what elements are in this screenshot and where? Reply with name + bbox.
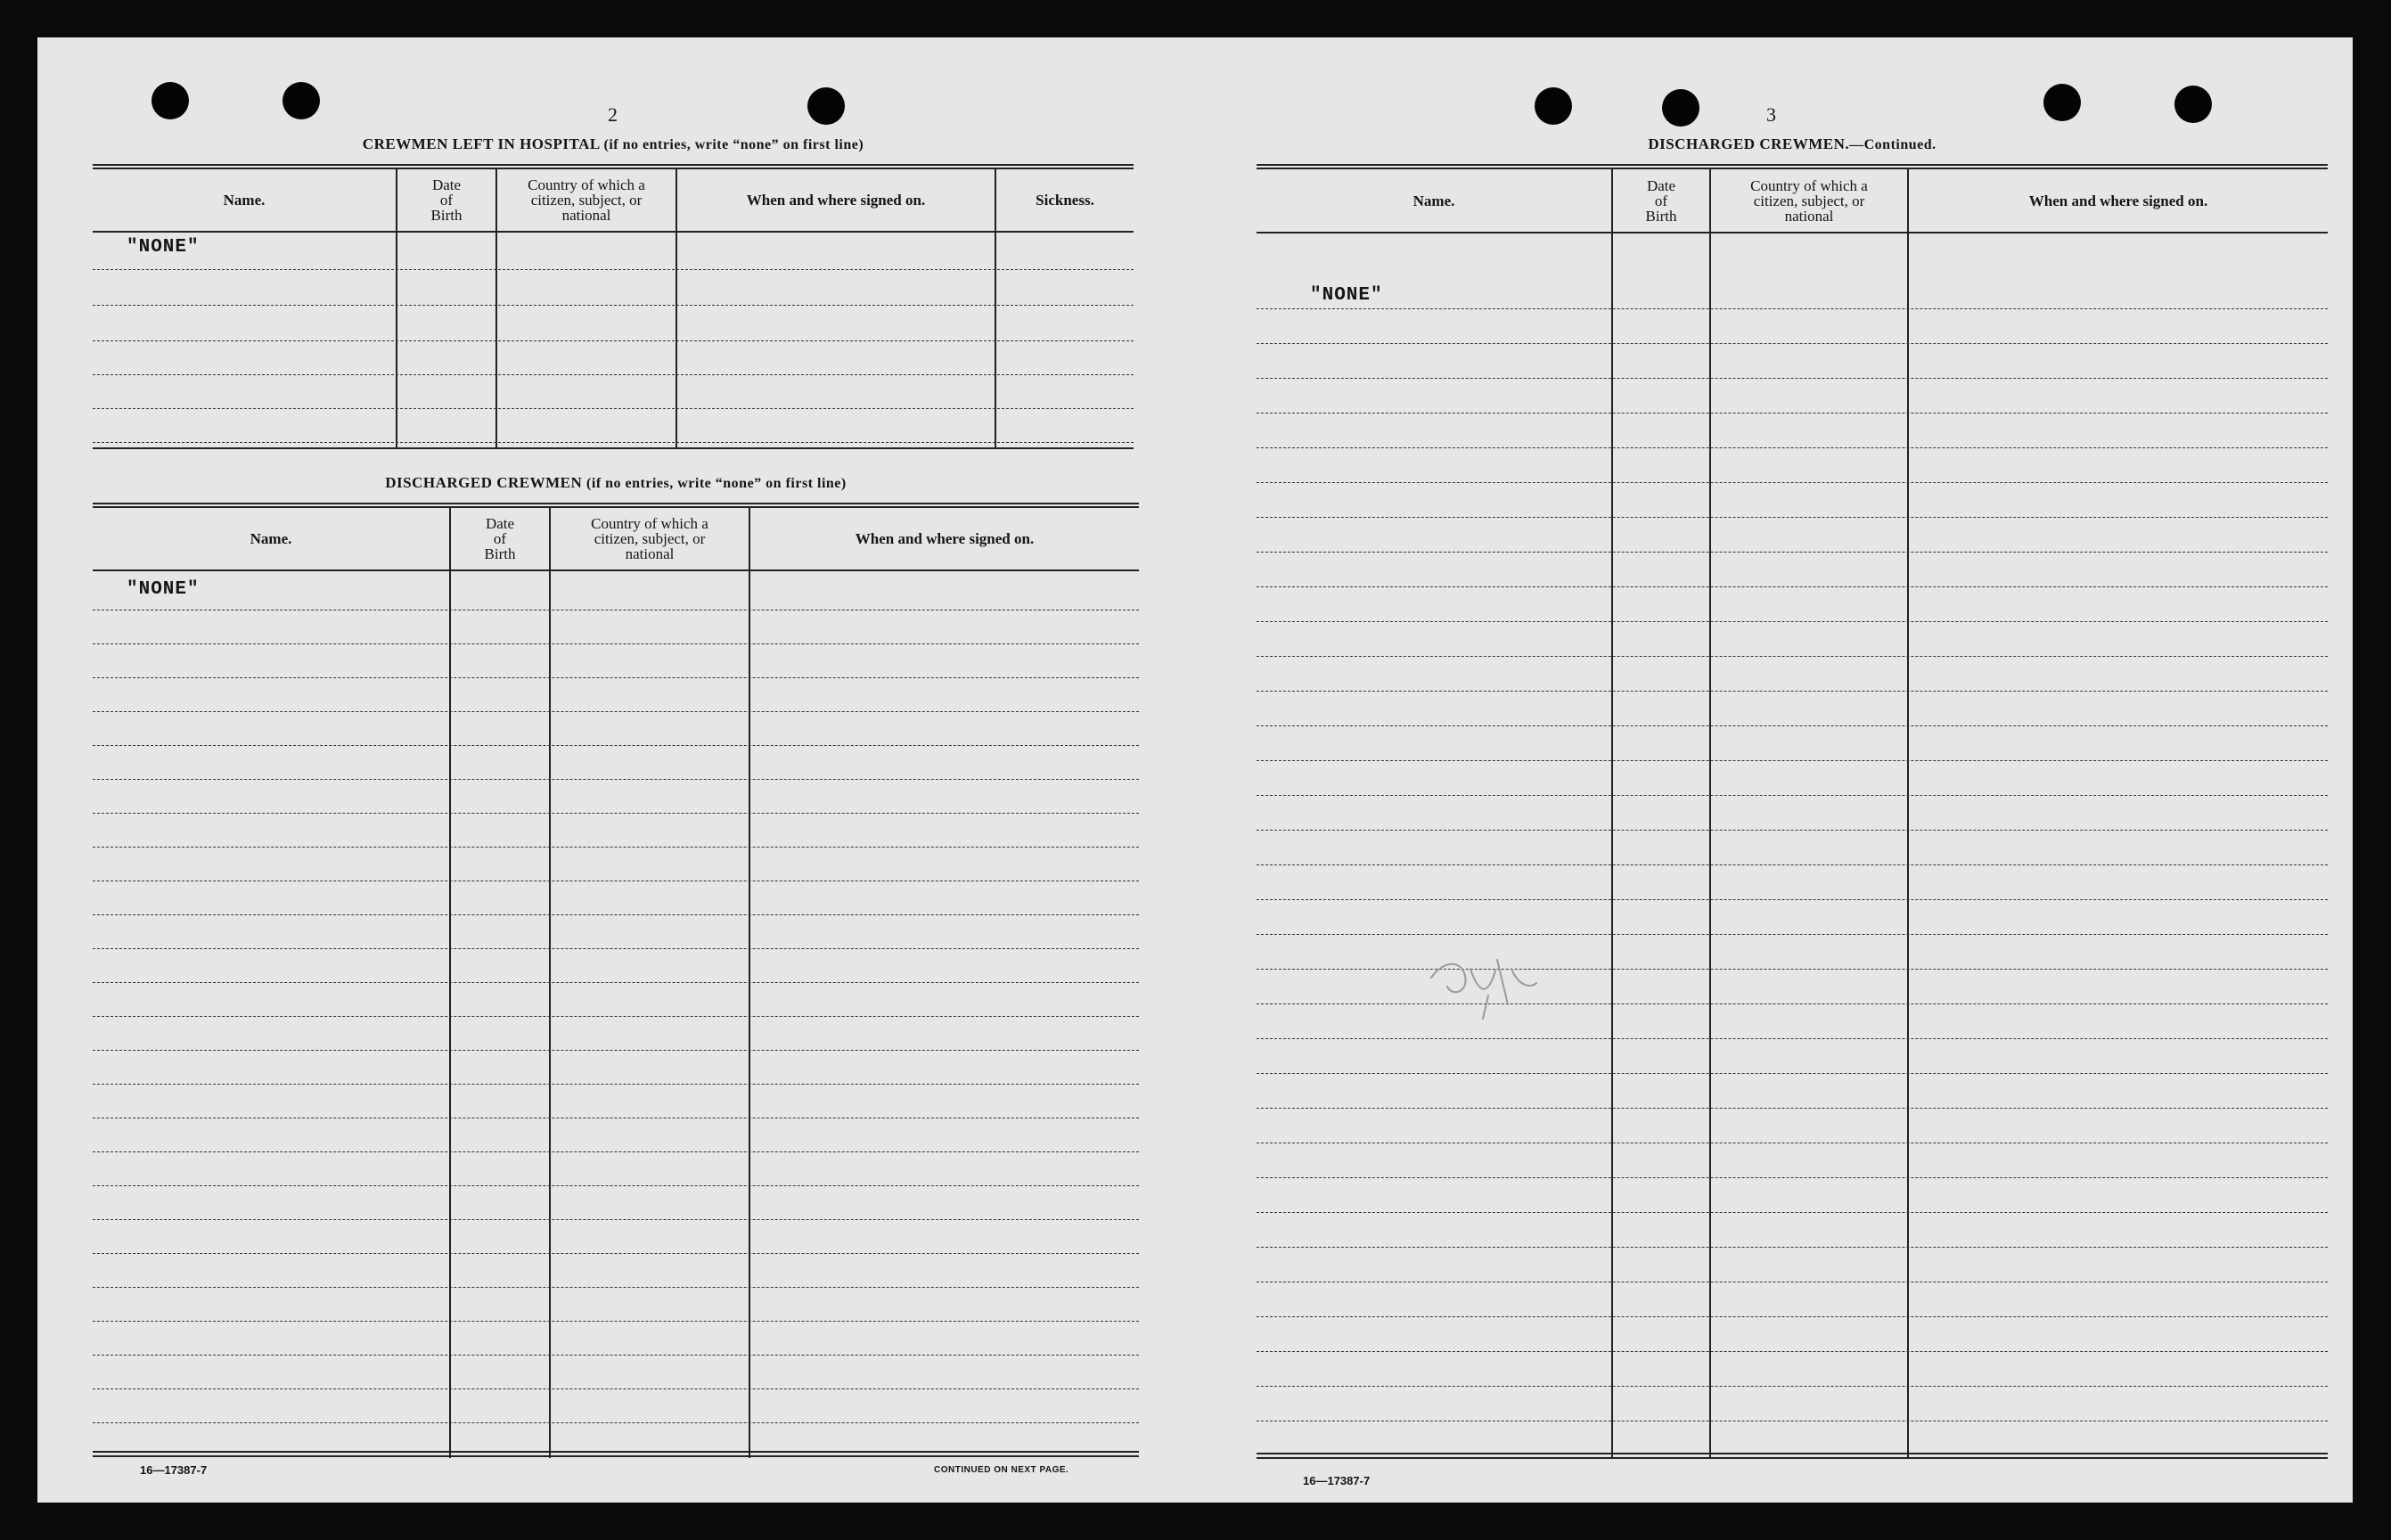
hospital-col-divider — [676, 169, 677, 447]
hospital-col-dob-label: Date of Birth — [430, 176, 463, 224]
hospital-form — [93, 135, 1134, 453]
hospital-title-text: CREWMEN LEFT IN HOSPITAL — [362, 135, 600, 152]
table-row — [1257, 969, 2328, 970]
punch-hole — [1535, 87, 1572, 125]
punch-hole — [151, 82, 189, 119]
table-row — [93, 982, 1139, 983]
discharged-continued-title-suffix: —Continued. — [1849, 137, 1937, 152]
table-row — [1257, 1247, 2328, 1248]
table-row — [93, 1422, 1139, 1423]
hospital-col-signed — [677, 169, 995, 231]
table-row — [1257, 447, 2328, 448]
discharged-col-dob — [451, 508, 549, 569]
hospital-title — [93, 135, 1134, 153]
table-row — [93, 1253, 1139, 1254]
table-row — [93, 340, 1134, 341]
continued-col-dob — [1613, 169, 1709, 232]
punch-hole — [2043, 84, 2081, 121]
continued-col-signed — [1909, 169, 2328, 232]
continued-col-country-label: Country of which a citizen, subject, or national — [1750, 176, 1868, 225]
table-row — [1257, 899, 2328, 900]
table-row — [1257, 725, 2328, 726]
table-row — [93, 711, 1139, 712]
table-row — [1257, 1073, 2328, 1074]
continued-col-country — [1711, 169, 1907, 232]
table-row — [93, 643, 1139, 644]
hospital-col-name-label: Name. — [223, 192, 266, 209]
form-number-left: 16—17387-7 — [140, 1463, 208, 1477]
page-number-left: 2 — [608, 103, 618, 126]
discharged-form — [93, 474, 1139, 1462]
continued-bottom-rule — [1257, 1453, 2328, 1459]
table-row — [93, 745, 1139, 746]
discharged-entry-name: "NONE" — [127, 579, 200, 600]
hospital-col-divider — [995, 169, 996, 447]
table-row — [1257, 795, 2328, 796]
discharged-col-divider — [549, 508, 551, 1458]
continued-col-divider — [1907, 169, 1909, 1458]
form-number-right: 16—17387-7 — [1303, 1474, 1371, 1487]
discharged-title-note: (if no entries, write “none” on first line) — [586, 476, 847, 491]
table-row — [93, 269, 1134, 270]
hospital-col-sickness-label: Sickness. — [1036, 192, 1094, 209]
continued-col-name — [1257, 169, 1611, 232]
table-row — [1257, 830, 2328, 831]
continued-col-divider — [1709, 169, 1711, 1458]
discharged-continued-form — [1257, 135, 2328, 1463]
table-row — [93, 1355, 1139, 1356]
punch-hole — [282, 82, 320, 119]
continued-col-dob-label: Date of Birth — [1645, 176, 1677, 225]
punch-hole — [2174, 86, 2212, 123]
discharged-continued-header-line — [1257, 232, 2328, 233]
discharged-col-signed — [750, 508, 1139, 569]
table-row — [1257, 378, 2328, 379]
table-row — [1257, 621, 2328, 622]
discharged-bottom-rule — [93, 1451, 1139, 1457]
discharged-title — [93, 474, 1139, 492]
discharged-col-dob-label: Date of Birth — [484, 515, 516, 562]
hospital-col-divider — [495, 169, 497, 447]
table-row — [93, 1219, 1139, 1220]
table-row — [93, 779, 1139, 780]
hospital-col-signed-label: When and where signed on. — [746, 192, 926, 209]
punch-hole — [1662, 89, 1699, 127]
table-row — [1257, 934, 2328, 935]
table-row — [1257, 586, 2328, 587]
discharged-header-line — [93, 569, 1139, 571]
discharged-col-country — [551, 508, 749, 569]
table-row — [1257, 308, 2328, 309]
table-row — [1257, 1212, 2328, 1213]
discharged-title-text: DISCHARGED CREWMEN — [385, 474, 583, 491]
table-row — [93, 813, 1139, 814]
hospital-col-divider — [396, 169, 397, 447]
table-row — [1257, 656, 2328, 657]
table-row — [1257, 691, 2328, 692]
table-row — [1257, 1177, 2328, 1178]
table-row — [93, 948, 1139, 949]
table-row — [1257, 1108, 2328, 1109]
table-row — [1257, 1351, 2328, 1352]
table-row — [1257, 1386, 2328, 1387]
continued-col-divider — [1611, 169, 1613, 1458]
discharged-continued-title — [1257, 135, 2328, 153]
table-row — [1257, 760, 2328, 761]
table-row — [93, 1084, 1139, 1085]
discharged-continued-title-text: DISCHARGED CREWMEN. — [1648, 135, 1850, 152]
hospital-col-country — [497, 169, 676, 231]
table-row — [1257, 552, 2328, 553]
table-row — [93, 374, 1134, 375]
hospital-title-note: (if no entries, write “none” on first line) — [603, 137, 864, 152]
table-row — [1257, 517, 2328, 518]
table-row — [1257, 1003, 2328, 1004]
table-row — [93, 914, 1139, 915]
table-row — [93, 1016, 1139, 1017]
table-row — [93, 847, 1139, 848]
table-row — [1257, 1038, 2328, 1039]
table-row — [93, 1185, 1139, 1186]
table-row — [93, 408, 1134, 409]
hospital-col-country-label: Country of which a citizen, subject, or national — [528, 176, 645, 224]
page-number-right: 3 — [1766, 103, 1776, 126]
table-row — [93, 305, 1134, 306]
hospital-bottom-rule — [93, 447, 1134, 449]
table-row — [93, 442, 1134, 443]
hospital-col-name — [93, 169, 396, 231]
discharged-col-divider — [749, 508, 750, 1458]
discharged-col-country-label: Country of which a citizen, subject, or national — [591, 515, 708, 562]
table-row — [93, 1287, 1139, 1288]
discharged-col-divider — [449, 508, 451, 1458]
hospital-col-dob — [397, 169, 495, 231]
hospital-header-line — [93, 231, 1134, 233]
table-row — [93, 1050, 1139, 1051]
table-row — [93, 1321, 1139, 1322]
hospital-col-sickness — [996, 169, 1134, 231]
table-row — [1257, 343, 2328, 344]
discharged-col-name — [93, 508, 449, 569]
table-row — [1257, 413, 2328, 414]
table-row — [93, 677, 1139, 678]
punch-hole — [807, 87, 845, 125]
discharged-col-name-label: Name. — [250, 530, 292, 547]
table-row — [93, 1388, 1139, 1389]
table-row — [93, 1151, 1139, 1152]
table-row — [1257, 482, 2328, 483]
table-row — [1257, 864, 2328, 865]
continued-col-name-label: Name. — [1412, 192, 1455, 209]
hospital-entry-name: "NONE" — [127, 237, 200, 258]
document-sheet — [37, 37, 2353, 1503]
signature-mark — [1426, 942, 1542, 1022]
continued-entry-name: "NONE" — [1310, 285, 1383, 306]
continued-col-signed-label: When and where signed on. — [2028, 192, 2208, 209]
continued-note: CONTINUED ON NEXT PAGE. — [934, 1465, 1069, 1475]
discharged-col-signed-label: When and where signed on. — [855, 530, 1035, 547]
table-row — [1257, 1316, 2328, 1317]
